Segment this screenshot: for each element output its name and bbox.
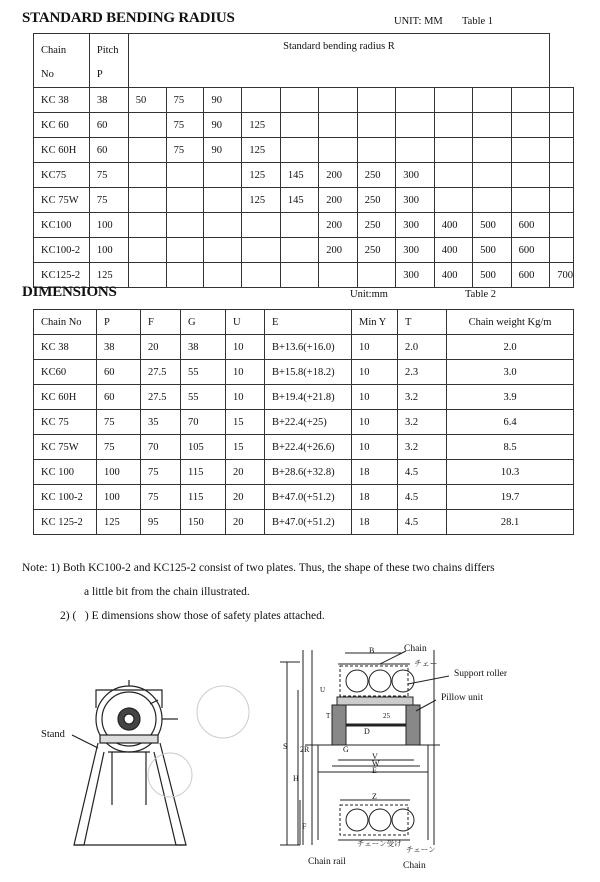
note-2: 2) ( ) E dimensions show those of safety plates attached. <box>60 610 325 622</box>
stand-label: Stand <box>41 729 65 740</box>
radius-cell: 500 <box>473 213 511 238</box>
dimensions-cell: 10 <box>352 360 398 385</box>
dimensions-cell: 75 <box>97 435 141 460</box>
dimensions-cell: 27.5 <box>141 385 181 410</box>
dimensions-cell: 70 <box>181 410 226 435</box>
dimensions-cell: 125 <box>97 510 141 535</box>
radius-cell: 200 <box>319 188 357 213</box>
dimensions-cell: 115 <box>181 460 226 485</box>
radius-cell: 250 <box>357 238 395 263</box>
dimensions-cell: KC 75W <box>34 435 97 460</box>
radius-cell: 125 <box>242 163 280 188</box>
radius-cell: 75 <box>166 113 204 138</box>
dimensions-cell: KC 125-2 <box>34 510 97 535</box>
radius-cell: 600 <box>511 263 550 288</box>
dim-f-label: F <box>302 822 307 831</box>
radius-cell: 600 <box>511 213 550 238</box>
dimensions-cell: KC 100-2 <box>34 485 97 510</box>
dim-u-label: U <box>320 686 326 694</box>
bending-unit: UNIT: MM <box>394 16 443 27</box>
dimensions-header-cell: Min Y <box>352 310 398 335</box>
dim-w-label: W <box>372 759 380 768</box>
chain-no-cell: KC75 <box>34 163 90 188</box>
chain-no-cell: KC100-2 <box>34 238 90 263</box>
radius-cell: 145 <box>280 188 318 213</box>
dim-s-label: S <box>283 742 288 751</box>
radius-cell: 300 <box>396 263 434 288</box>
dimensions-cell: 10.3 <box>447 460 574 485</box>
dimensions-cell: B+28.6(+32.8) <box>265 460 352 485</box>
dimensions-cell: 18 <box>352 485 398 510</box>
dimensions-header-cell: F <box>141 310 181 335</box>
radius-cell: 250 <box>357 213 395 238</box>
chain-no-cell: KC 60 <box>34 113 90 138</box>
dimensions-cell: 115 <box>181 485 226 510</box>
dim-b-label: B <box>369 646 375 655</box>
dimensions-cell: 3.2 <box>398 435 447 460</box>
radius-cell: 400 <box>434 213 472 238</box>
dimensions-cell: 95 <box>141 510 181 535</box>
header-chain-label: Chain <box>41 45 67 56</box>
header-pitch-label: Pitch <box>96 45 119 56</box>
chain-top-label: Chain <box>404 644 427 654</box>
dim-d-label: D <box>364 727 370 736</box>
dimensions-cell: 70 <box>141 435 181 460</box>
dim-e-label: E <box>372 766 377 775</box>
jp-chain-label: チェー <box>414 659 438 668</box>
dim-z-label: Z <box>372 792 377 801</box>
dimensions-cell: 18 <box>352 460 398 485</box>
dimensions-header-cell: T <box>398 310 447 335</box>
radius-cell: 200 <box>319 213 357 238</box>
radius-cell: 75 <box>166 138 204 163</box>
dimensions-cell: 19.7 <box>447 485 574 510</box>
note-1-line-2: a little bit from the chain illustrated. <box>84 586 250 598</box>
dimensions-cell: B+47.0(+51.2) <box>265 485 352 510</box>
dimensions-cell: 75 <box>97 410 141 435</box>
radius-cell: 125 <box>242 138 280 163</box>
dimensions-cell: B+15.8(+18.2) <box>265 360 352 385</box>
chain-no-cell: KC100 <box>34 213 90 238</box>
dimensions-cell: 27.5 <box>141 360 181 385</box>
pitch-cell: 60 <box>89 138 128 163</box>
dimensions-cell: 4.5 <box>398 460 447 485</box>
dimensions-table-no: Table 2 <box>465 289 497 300</box>
dimensions-cell: 10 <box>352 335 398 360</box>
pitch-cell: 75 <box>89 188 128 213</box>
dimensions-unit: Unit:mm <box>350 289 388 300</box>
chain-no-cell: KC 60H <box>34 138 90 163</box>
radius-cell: 50 <box>128 88 166 113</box>
dimensions-cell: KC 75 <box>34 410 97 435</box>
dimensions-cell: 55 <box>181 360 226 385</box>
dimensions-cell: B+13.6(+16.0) <box>265 335 352 360</box>
bending-title: STANDARD BENDING RADIUS <box>22 10 235 26</box>
dimensions-header-cell: U <box>226 310 265 335</box>
dimensions-cell: 35 <box>141 410 181 435</box>
radius-cell: 300 <box>396 163 434 188</box>
dimensions-cell: KC 38 <box>34 335 97 360</box>
pitch-cell: 100 <box>89 213 128 238</box>
radius-cell: 300 <box>396 238 434 263</box>
dimensions-cell: 55 <box>181 385 226 410</box>
chain-bottom-label: Chain <box>403 861 426 871</box>
dimensions-cell: 20 <box>226 460 265 485</box>
dimensions-cell: 38 <box>97 335 141 360</box>
radius-cell: 400 <box>434 238 472 263</box>
dimensions-cell: 75 <box>141 460 181 485</box>
dimensions-cell: 28.1 <box>447 510 574 535</box>
dimensions-cell: B+47.0(+51.2) <box>265 510 352 535</box>
dimensions-header-cell: Chain weight Kg/m <box>447 310 574 335</box>
dimensions-cell: KC 100 <box>34 460 97 485</box>
chain-no-cell: KC 75W <box>34 188 90 213</box>
radius-cell: 250 <box>357 188 395 213</box>
dimensions-cell: KC60 <box>34 360 97 385</box>
chain-no-cell: KC 38 <box>34 88 90 113</box>
radius-cell: 90 <box>204 113 242 138</box>
dimensions-cell: 10 <box>352 385 398 410</box>
radius-cell: 300 <box>396 188 434 213</box>
dimensions-cell: 10 <box>352 435 398 460</box>
radius-cell: 200 <box>319 163 357 188</box>
dimensions-cell: 105 <box>181 435 226 460</box>
chain-no-cell: KC125-2 <box>34 263 90 288</box>
dimensions-cell: 6.4 <box>447 410 574 435</box>
dim-g-label: G <box>343 745 349 754</box>
dimensions-cell: B+22.4(+26.6) <box>265 435 352 460</box>
dimensions-cell: 18 <box>352 510 398 535</box>
dim-v-label: V <box>372 752 378 761</box>
jp-chain2-label: チェーン <box>406 845 436 854</box>
bending-table-no: Table 1 <box>462 16 494 27</box>
dimensions-cell: 15 <box>226 410 265 435</box>
dimensions-cell: 10 <box>226 360 265 385</box>
radius-cell: 90 <box>204 138 242 163</box>
radius-cell: 300 <box>396 213 434 238</box>
radius-cell: 500 <box>473 263 511 288</box>
radius-cell: 200 <box>319 238 357 263</box>
dimensions-cell: 3.2 <box>398 385 447 410</box>
header-no-label: No <box>41 69 54 80</box>
pitch-cell: 100 <box>89 238 128 263</box>
dimensions-cell: 2.0 <box>398 335 447 360</box>
dimensions-cell: 20 <box>141 335 181 360</box>
pitch-cell: 125 <box>89 263 128 288</box>
radius-cell: 250 <box>357 163 395 188</box>
dimensions-header-cell: P <box>97 310 141 335</box>
dimensions-cell: 3.0 <box>447 360 574 385</box>
dim-2r-label: 2R <box>300 745 310 754</box>
radius-cell: 90 <box>204 88 242 113</box>
dimensions-cell: B+22.4(+25) <box>265 410 352 435</box>
radius-cell: 400 <box>434 263 472 288</box>
dimensions-cell: B+19.4(+21.8) <box>265 385 352 410</box>
dimensions-cell: 3.9 <box>447 385 574 410</box>
dimensions-cell: 10 <box>352 410 398 435</box>
dimensions-cell: 20 <box>226 485 265 510</box>
dimensions-header-cell: Chain No <box>34 310 97 335</box>
radius-cell: 75 <box>166 88 204 113</box>
dimensions-cell: 20 <box>226 510 265 535</box>
dimensions-cell: 60 <box>97 360 141 385</box>
dim-h-label: H <box>293 774 299 783</box>
pitch-cell: 75 <box>89 163 128 188</box>
pillow-unit-label: Pillow unit <box>441 693 483 703</box>
dimensions-cell: 75 <box>141 485 181 510</box>
jp-chain-rail-label: チェーン受け <box>357 839 402 848</box>
radius-cell: 500 <box>473 238 511 263</box>
dimensions-cell: 2.3 <box>398 360 447 385</box>
pitch-cell: 60 <box>89 113 128 138</box>
header-radius: Standard bending radius R <box>128 34 550 88</box>
dimensions-cell: 60 <box>97 385 141 410</box>
pitch-cell: 38 <box>89 88 128 113</box>
radius-cell: 700 <box>550 263 574 288</box>
dimensions-cell: 100 <box>97 485 141 510</box>
dimensions-cell: 100 <box>97 460 141 485</box>
header-p-label: P <box>96 69 103 80</box>
support-roller-label: Support roller <box>454 669 508 679</box>
dimensions-cell: 4.5 <box>398 510 447 535</box>
dimensions-cell: 8.5 <box>447 435 574 460</box>
chain-rail-label: Chain rail <box>308 857 346 867</box>
dimensions-header-cell: G <box>181 310 226 335</box>
dimensions-cell: 4.5 <box>398 485 447 510</box>
dimensions-cell: 15 <box>226 435 265 460</box>
dimensions-header-cell: E <box>265 310 352 335</box>
radius-cell: 125 <box>242 188 280 213</box>
dimensions-cell: 3.2 <box>398 410 447 435</box>
dimensions-cell: KC 60H <box>34 385 97 410</box>
dimensions-cell: 150 <box>181 510 226 535</box>
radius-cell: 125 <box>242 113 280 138</box>
dim-25-label: 25 <box>383 712 390 720</box>
radius-cell: 600 <box>511 238 550 263</box>
dimensions-cell: 10 <box>226 385 265 410</box>
radius-cell: 145 <box>280 163 318 188</box>
dimensions-title: DIMENSIONS <box>22 284 117 300</box>
dimensions-cell: 38 <box>181 335 226 360</box>
dimensions-cell: 2.0 <box>447 335 574 360</box>
note-1-line-1: Note: 1) Both KC100-2 and KC125-2 consist of two plates. Thus, the shape of these two chains differs <box>22 562 495 574</box>
dim-t-label: T <box>326 712 331 720</box>
dimensions-cell: 10 <box>226 335 265 360</box>
